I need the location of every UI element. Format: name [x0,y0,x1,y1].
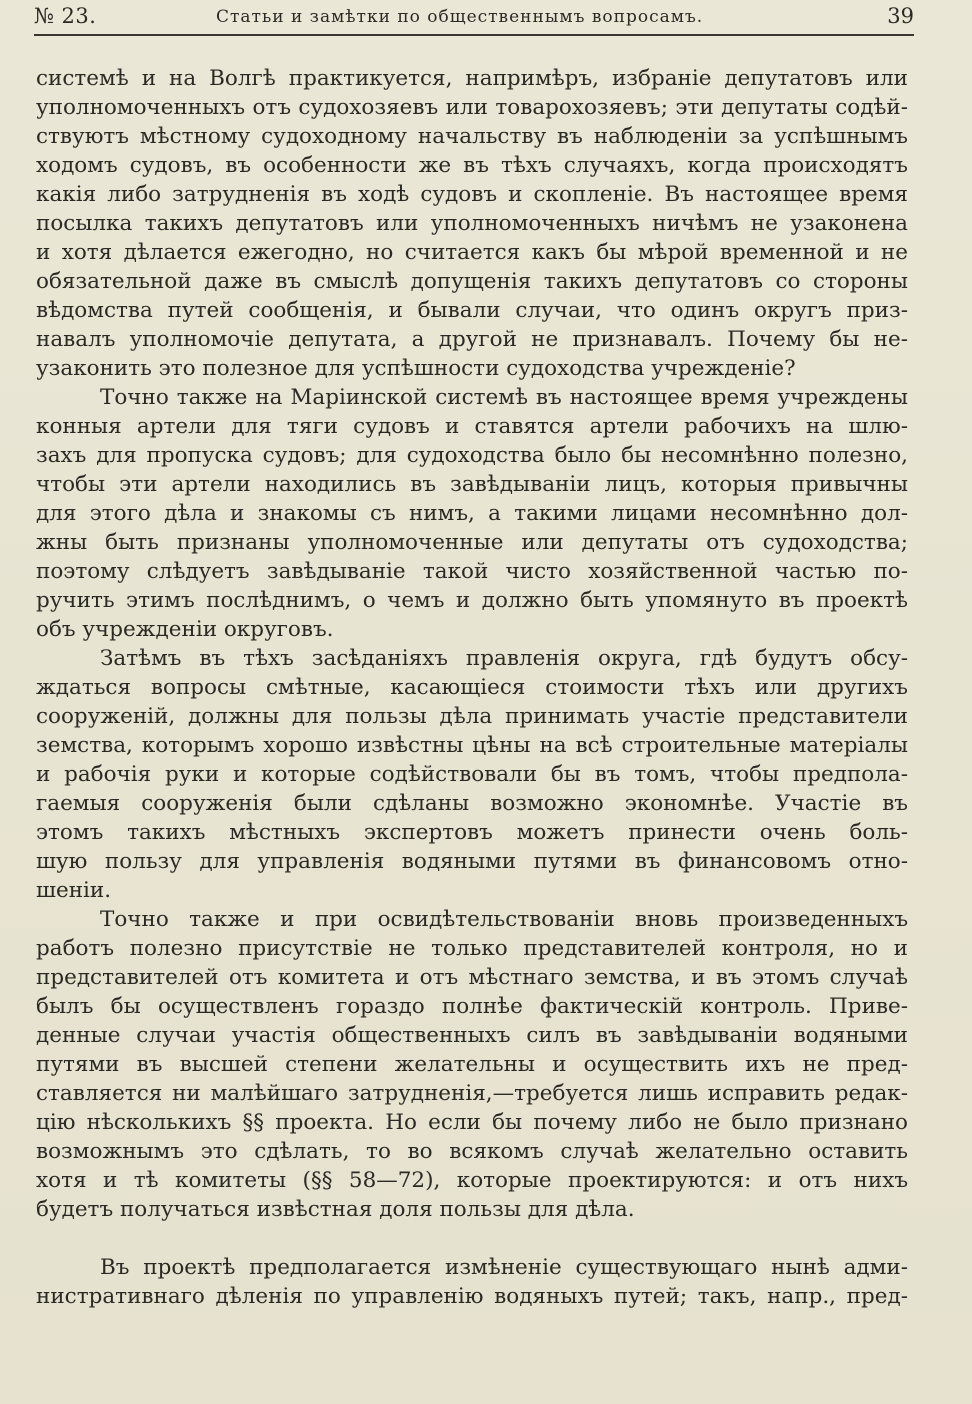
text-line: ствуютъ мѣстному судоходному начальству въ наблюденіи за успѣшнымъ [36,124,908,149]
page-number: 39 [887,4,914,28]
text-line: конныя артели для тяги судовъ и ставятся артели рабочихъ на шлю- [36,414,908,439]
text-line: представителей отъ комитета и отъ мѣстнаго земства, и въ этомъ случаѣ [36,965,908,990]
body-text [36,64,908,1311]
text-line: объ учрежденіи округовъ. [36,617,334,642]
text-line: узаконить это полезное для успѣшности судоходства учрежденіе? [36,356,796,381]
text-line: нистративнаго дѣленія по управленію водяныхъ путей; такъ, напр., пред- [36,1284,908,1309]
text-line: поэтому слѣдуетъ завѣдываніе такой чисто хозяйственной частью по- [36,559,908,584]
text-line: Въ проектѣ предполагается измѣненіе существующаго нынѣ адми- [100,1255,908,1280]
text-line: ждаться вопросы смѣтные, касающіеся стоимости тѣхъ или другихъ [36,675,908,700]
text-line: денные случаи участія общественныхъ силъ въ завѣдываніи водяными [36,1023,908,1048]
text-line: и хотя дѣлается ежегодно, но считается какъ бы мѣрой временной и не [36,240,908,265]
text-line: Точно также на Маріинской системѣ въ настоящее время учреждены [100,385,908,410]
text-line: возможнымъ это сдѣлать, то во всякомъ случаѣ желательно оставить [36,1139,908,1164]
section-gap [36,1224,908,1253]
text-line: чтобы эти артели находились въ завѣдываніи лицъ, которыя привычны [36,472,908,497]
running-header [34,0,914,36]
text-line: уполномоченныхъ отъ судохозяевъ или товарохозяевъ; эти депутаты содѣй- [36,95,908,120]
paragraph [36,644,908,905]
paragraph [36,905,908,1224]
text-line: Точно также и при освидѣтельствованіи вновь произведенныхъ [100,907,908,932]
text-line: сооруженій, должны для пользы дѣла принимать участіе представители [36,704,908,729]
text-line: ручить этимъ послѣднимъ, о чемъ и должно быть упомянуто въ проектѣ [36,588,908,613]
text-line: цію нѣсколькихъ §§ проекта. Но если бы почему либо не было признано [36,1110,908,1135]
text-line: вѣдомства путей сообщенія, и бывали случаи, что одинъ округъ приз- [36,298,908,323]
text-line: захъ для пропуска судовъ; для судоходства было бы несомнѣнно полезно, [36,443,908,468]
text-line: и рабочія руки и которые содѣйствовали бы въ томъ, чтобы предпола- [36,762,908,787]
text-line: земства, которымъ хорошо извѣстны цѣны на всѣ строительные матеріалы [36,733,908,758]
text-line: путями въ высшей степени желательны и осуществить ихъ не пред- [36,1052,908,1077]
text-line: навалъ уполномочіе депутата, а другой не признавалъ. Почему бы не- [36,327,908,352]
text-line: будетъ получаться извѣстная доля пользы для дѣла. [36,1197,635,1222]
text-line: для этого дѣла и знакомы съ нимъ, а такими лицами несомнѣнно дол- [36,501,908,526]
text-line: хотя и тѣ комитеты (§§ 58—72), которые проектируются: и отъ нихъ [36,1168,908,1193]
text-line: обязательной даже въ смыслѣ допущенія такихъ депутатовъ со стороны [36,269,908,294]
text-line: гаемыя сооруженія были сдѣланы возможно экономнѣе. Участіе въ [36,791,908,816]
paragraph [36,383,908,644]
paragraph [36,64,908,383]
paragraph [36,1253,908,1311]
text-line: жны быть признаны уполномоченные или депутаты отъ судоходства; [36,530,908,555]
text-line: шеніи. [36,878,112,903]
text-line: ставляется ни малѣйшаго затрудненія,—требуется лишь исправить редак- [36,1081,908,1106]
issue-number: № 23. [34,4,97,28]
text-line: шую пользу для управленія водяными путями въ финансовомъ отно- [36,849,908,874]
text-line: посылка такихъ депутатовъ или уполномоченныхъ ничѣмъ не узаконена [36,211,908,236]
text-line: системѣ и на Волгѣ практикуется, напримѣръ, избраніе депутатовъ или [36,66,908,91]
text-line: какія либо затрудненія въ ходѣ судовъ и скопленіе. Въ настоящее время [36,182,908,207]
text-line: этомъ такихъ мѣстныхъ экспертовъ можетъ принести очень боль- [36,820,908,845]
text-line: Затѣмъ въ тѣхъ засѣданіяхъ правленія округа, гдѣ будутъ обсу- [100,646,908,671]
section-title: Статьи и замѣтки по общественнымъ вопросамъ. [216,7,704,27]
text-line: былъ бы осуществленъ гораздо полнѣе фактическій контроль. Приве- [36,994,908,1019]
text-line: ходомъ судовъ, въ особенности же въ тѣхъ случаяхъ, когда происходятъ [36,153,908,178]
text-line: работъ полезно присутствіе не только представителей контроля, но и [36,936,908,961]
